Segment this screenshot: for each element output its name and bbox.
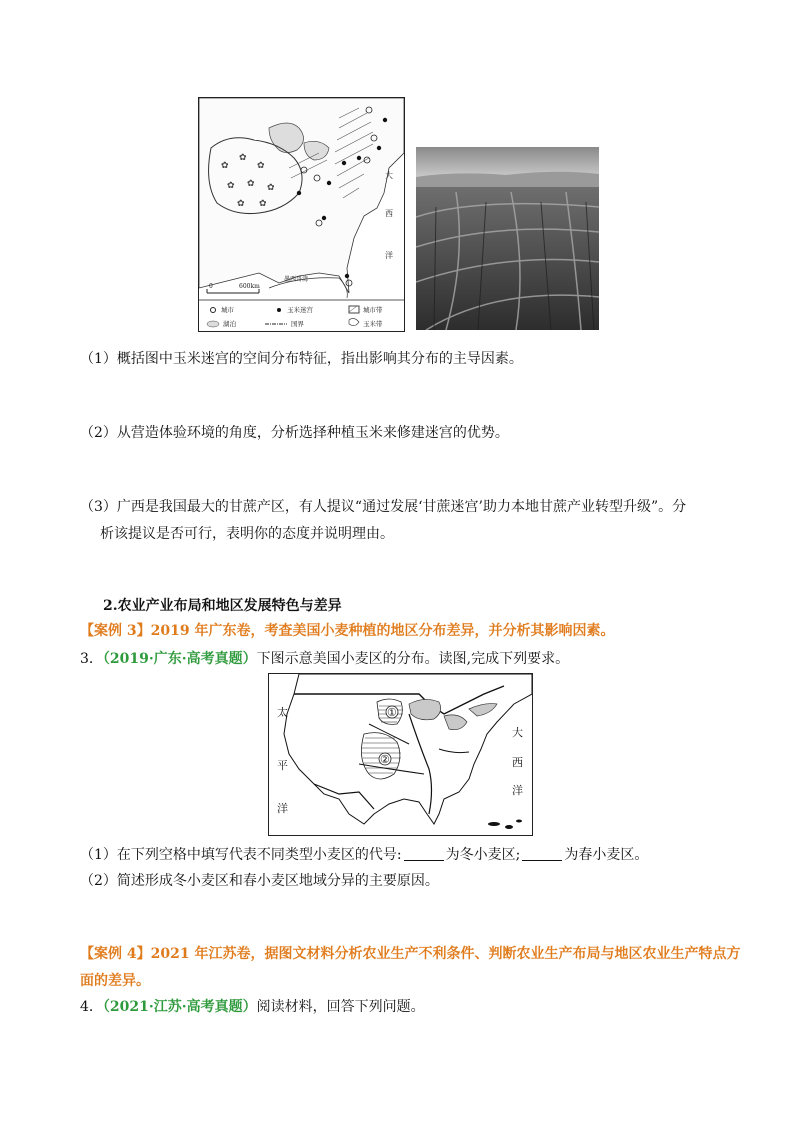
section-heading: 2.农业产业布局和地区发展特色与差异 <box>103 598 342 614</box>
answer-blank-winter[interactable] <box>404 846 444 861</box>
atlantic-label-3: 洋 <box>512 784 523 797</box>
wheat-region-map-svg <box>269 674 532 835</box>
answer-blank-spring[interactable] <box>522 846 562 861</box>
scale-label: 600km <box>239 283 260 290</box>
svg-text:✿: ✿ <box>259 199 267 209</box>
question-4-header <box>80 997 425 1017</box>
svg-text:国界: 国界 <box>291 320 304 328</box>
question-source: （2021·江苏·高考真题） <box>102 999 257 1015</box>
svg-text:✿: ✿ <box>257 161 265 171</box>
svg-text:✿: ✿ <box>221 161 229 171</box>
map-legend <box>207 305 383 328</box>
svg-text:✿: ✿ <box>267 183 275 193</box>
svg-text:0: 0 <box>209 283 213 290</box>
question-3-text-line1: （3）广西是我国最大的甘蔗产区，有人提议“通过发展‘甘蔗迷宫’助力本地甘蔗产业转型升级”。分 <box>80 499 687 515</box>
svg-text:✿: ✿ <box>237 199 245 209</box>
svg-text:✿: ✿ <box>247 179 255 189</box>
svg-text:城市带: 城市带 <box>363 306 383 314</box>
atlantic-label-2: 西 <box>512 756 523 769</box>
question-1-text: （1）概括图中玉米迷宫的空间分布特征，指出影响其分布的主导因素。 <box>80 351 523 367</box>
question-3-sub-2: （2）简述形成冬小麦区和春小麦区地域分异的主要原因。 <box>80 873 439 889</box>
question-number: 3． <box>80 651 103 667</box>
city-circle-icon <box>211 308 216 313</box>
svg-text:湖泊: 湖泊 <box>223 320 236 328</box>
corn-maze-map <box>198 97 405 332</box>
question-intro: 阅读材料，回答下列问题。 <box>256 999 425 1015</box>
svg-text:玉米迷宫: 玉米迷宫 <box>287 306 313 314</box>
pacific-label-1: 太 <box>277 706 288 719</box>
question-3-header <box>80 649 569 669</box>
case-4-heading-line1: 【案例 4】2021 年江苏卷，据图文材料分析农业生产不利条件、判断农业生产布局与地区农业生产特点方 <box>80 946 741 962</box>
sub1-text-c: 为春小麦区。 <box>564 847 649 863</box>
question-source: （2019·广东·高考真题） <box>102 651 257 667</box>
svg-text:✿: ✿ <box>227 181 235 191</box>
corn-maze-photo <box>416 147 599 330</box>
sub1-text-b: 为冬小麦区; <box>445 847 521 863</box>
gulf-label: 墨西哥湾 <box>284 276 309 283</box>
region-1-label: ① <box>387 706 397 719</box>
svg-text:玉米带: 玉米带 <box>363 320 383 328</box>
question-3-sub-1 <box>80 845 648 865</box>
question-intro: 下图示意美国小麦区的分布。读图,完成下列要求。 <box>256 651 570 667</box>
region-2-label: ② <box>380 753 390 766</box>
dot-icon <box>277 308 281 312</box>
hatch-icon <box>349 306 359 313</box>
corn-maze-map-svg <box>199 98 404 331</box>
svg-text:✿: ✿ <box>239 153 247 163</box>
case-4-heading-line2: 面的差异。 <box>80 973 150 989</box>
ocean-label-2: 西 <box>385 209 393 218</box>
lake-icon <box>207 321 219 327</box>
case-3-heading: 【案例 3】2019 年广东卷，考查美国小麦种植的地区分布差异，并分析其影响因素。 <box>80 623 615 639</box>
wheat-region-map <box>268 673 533 836</box>
pacific-label-3: 洋 <box>277 802 288 815</box>
sub1-text-a: （1）在下列空格中填写代表不同类型小麦区的代号: <box>80 847 402 863</box>
svg-text:城市: 城市 <box>221 306 234 314</box>
corn-maze-photo-svg <box>416 147 599 330</box>
question-3-text-line2: 析该提议是否可行，表明你的态度并说明理由。 <box>100 526 394 542</box>
pacific-label-2: 平 <box>277 759 288 772</box>
corn-belt-icon <box>349 318 359 325</box>
ocean-label-1: 大 <box>385 171 393 180</box>
ocean-label-3: 洋 <box>385 251 393 260</box>
question-number: 4． <box>80 999 103 1015</box>
atlantic-label-1: 大 <box>512 726 523 739</box>
question-2-text: （2）从营造体验环境的角度，分析选择种植玉米来修建迷宫的优势。 <box>80 425 509 441</box>
